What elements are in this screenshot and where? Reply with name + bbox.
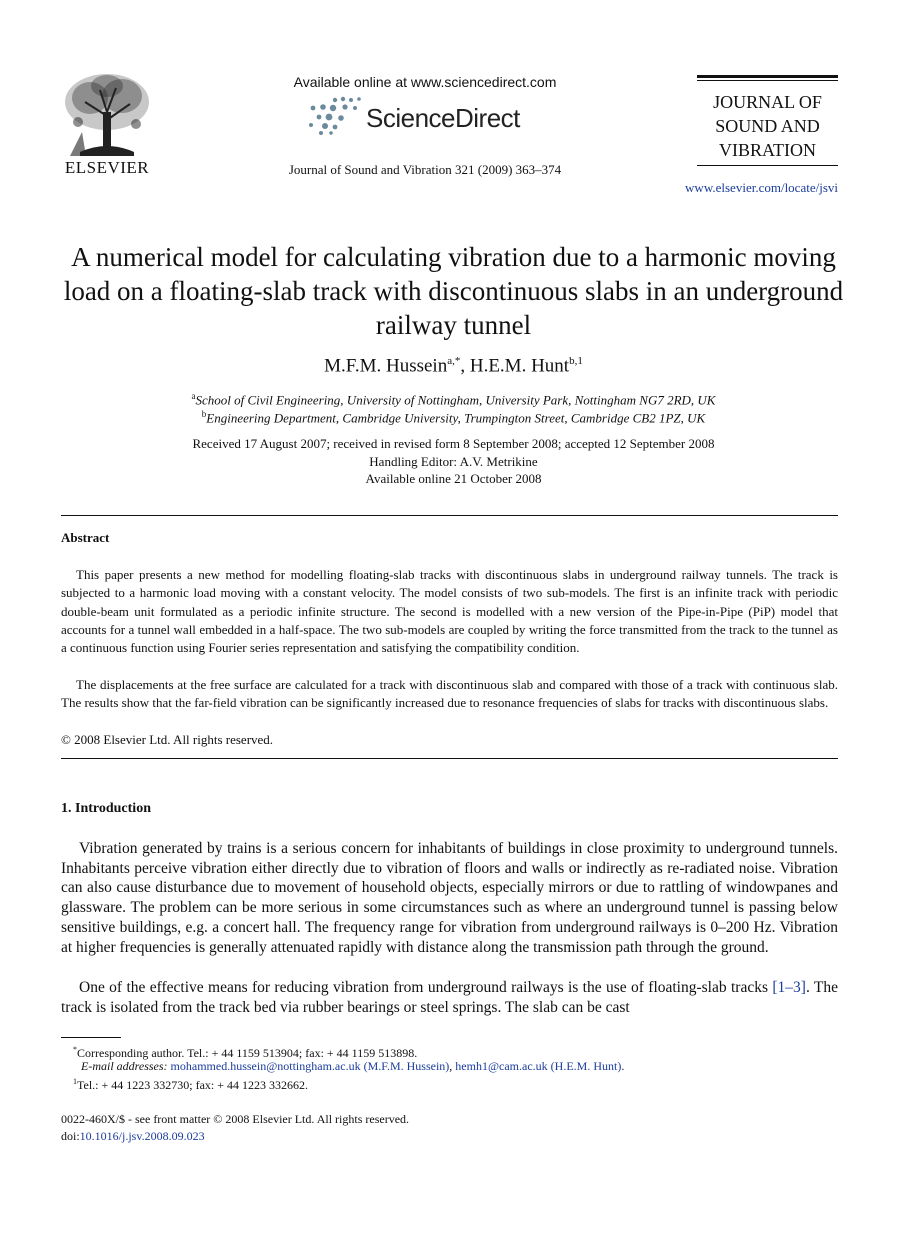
body-paragraph (61, 978, 838, 1017)
footnote-separator: , (449, 1059, 456, 1073)
copyright-line: © 2008 Elsevier Ltd. All rights reserved. (61, 732, 274, 747)
affiliation-text: Engineering Department, Cambridge University, Trumpington Street, Cambridge CB2 1PZ, UK (206, 410, 706, 426)
body-text: . The track is isolated from the track bed via rubber bearings or steel springs. The slab can be cast (61, 979, 838, 1016)
reference-link[interactable]: [1–3] (772, 979, 806, 996)
affiliation-marker: a (191, 391, 196, 401)
available-online-date: Available online 21 October 2008 (365, 471, 542, 486)
received-dates: Received 17 August 2007; received in revised form 8 September 2008; accepted 12 September 2008 (192, 436, 715, 451)
affiliation-b (50, 409, 857, 426)
footnote-label: E-mail addresses: (81, 1059, 168, 1073)
issn-line: 0022-460X/$ - see front matter © 2008 Elsevier Ltd. All rights reserved. (61, 1112, 410, 1126)
journal-url-link[interactable]: www.elsevier.com/locate/jsvi (685, 180, 838, 195)
affiliation-a (50, 391, 857, 408)
handling-editor: Handling Editor: A.V. Metrikine (369, 454, 538, 469)
author-list (50, 355, 857, 377)
doi-link[interactable]: 10.1016/j.jsv.2008.09.023 (79, 1129, 205, 1143)
email-link-hussein[interactable]: mohammed.hussein@nottingham.ac.uk (170, 1059, 361, 1073)
footnote-marker: 1 (73, 1077, 77, 1086)
sciencedirect-dots-icon (305, 96, 365, 136)
author-name: H.E.M. Hunt (469, 355, 570, 377)
journal-citation: Journal of Sound and Vibration 321 (2009) 363–374 (288, 162, 562, 177)
footnote-emails (61, 1058, 858, 1074)
author-name-link[interactable]: (H.E.M. Hunt) (550, 1059, 622, 1073)
body-text: One of the effective means for reducing vibration from underground railways is the use of floating-slab tracks (79, 979, 773, 996)
author-affiliation-marker: a,* (447, 355, 461, 367)
footnote-punct: . (621, 1059, 625, 1073)
sciencedirect-brand: ScienceDirect (366, 103, 520, 133)
journal-title-line: VIBRATION (719, 140, 816, 160)
footnote-text: Tel.: + 44 1223 332730; fax: + 44 1223 332662. (77, 1078, 309, 1092)
footnote-telephone (61, 1074, 850, 1093)
footnote-rule (61, 1037, 121, 1038)
affiliation-text: School of Civil Engineering, University of Nottingham, University Park, Nottingham NG7 2RD, UK (195, 392, 716, 408)
journal-title-line: JOURNAL OF (713, 92, 822, 112)
journal-box-bottom-rule (697, 165, 838, 166)
email-link-hunt[interactable]: hemh1@cam.ac.uk (455, 1059, 548, 1073)
journal-title-line: SOUND AND (715, 116, 820, 136)
author-affiliation-marker: b,1 (569, 355, 583, 367)
abstract-paragraph: This paper presents a new method for modelling floating-slab tracks with discontinuous slabs in underground railway tunnels. The track is subjected to a harmonic load moving with a constant velocity. The model consists of two sub-models. The first is an infinite track with periodic double-beam unit formulated as a periodic infinite structure. The second is modelled with a new version of the Pipe-in-Pipe (PiP) model that accounts for a tunnel wall embedded in a half-space. The two sub-models are coupled by writing the force transmitted from the track to the tunnel as a continuous function using Fourier series representation and satisfying the compatibility condition. (61, 567, 838, 656)
journal-box-top-rule-thin (697, 80, 838, 81)
doi-label: doi: (61, 1129, 80, 1143)
author-name: M.F.M. Hussein (324, 355, 448, 377)
footnote-marker: * (73, 1045, 77, 1054)
author-separator: , (460, 355, 470, 377)
available-online-text: Available online at www.sciencedirect.com (293, 74, 557, 90)
abstract-bottom-rule (61, 758, 838, 759)
abstract-paragraph: The displacements at the free surface are calculated for a track with discontinuous slab and compared with those of a track with continuous slab. The results show that the far-field vibration can be significantly increased due to resonance frequencies of slabs for tracks with discontinuous slabs. (61, 677, 838, 711)
author-name-link[interactable]: (M.F.M. Hussein) (363, 1059, 450, 1073)
affiliation-marker: b (201, 409, 207, 419)
section-heading-introduction: 1. Introduction (61, 801, 151, 816)
footnote-text: Corresponding author. Tel.: + 44 1159 513904; fax: + 44 1159 513898. (77, 1046, 418, 1060)
abstract-heading: Abstract (61, 530, 110, 545)
body-paragraph: Vibration generated by trains is a serious concern for inhabitants of buildings in close proximity to underground tunnels. Inhabitants perceive vibration either directly due to vibration of floors and walls or indirectly as re-radiated noise. Vibration can also cause disturbance due to movement of household objects, especially mirrors or due to rattling of windowpanes and glassware. The problem can be more serious in some circumstances such as where an underground tunnel is passing below sensitive buildings, e.g. a concert hall. The frequency range for vibration from underground railways is 0–200 Hz. Vibration at higher frequencies is generally attenuated rapidly with distance along the transmission path through the ground. (61, 840, 838, 956)
article-title: A numerical model for calculating vibration due to a harmonic moving load on a floating-slab track with discontinuous slabs in an underground railway tunnel (63, 242, 844, 340)
doi-line (61, 1129, 205, 1144)
publisher-wordmark: ELSEVIER (64, 158, 150, 177)
journal-box-top-rule (697, 75, 838, 78)
abstract-top-rule (61, 515, 838, 516)
journal-title (697, 90, 838, 162)
